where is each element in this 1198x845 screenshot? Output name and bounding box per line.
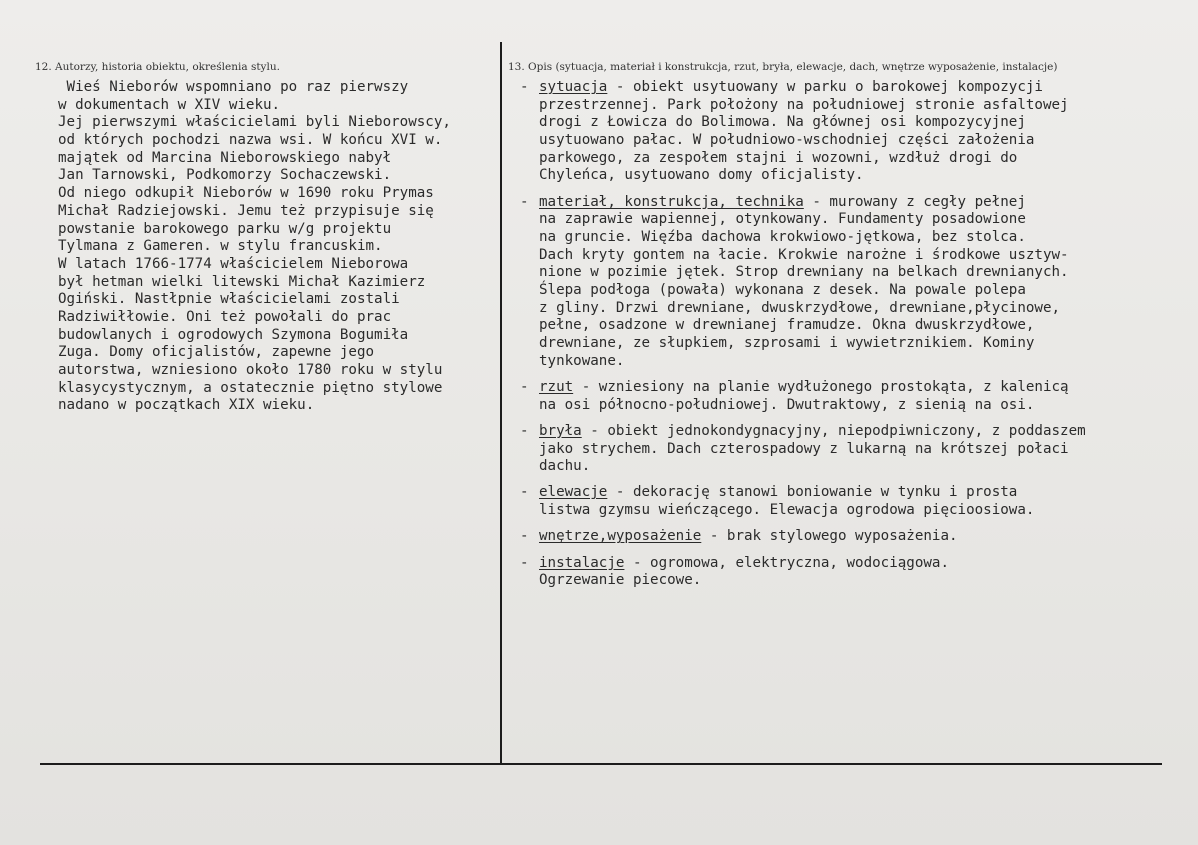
history-line: majątek od Marcina Nieborowskiego nabył (58, 149, 392, 166)
history-line: Od niego odkupił Nieborów w 1690 roku Prymas (58, 185, 434, 202)
item-line: Chyleńca, usytuowano domy oficjalisty. (539, 167, 864, 184)
description-item (520, 379, 1180, 414)
horizontal-divider (40, 763, 1162, 765)
item-term: materiał, konstrukcja, technika (539, 193, 804, 210)
item-line: dachu. (539, 458, 591, 475)
item-first-line (539, 528, 1180, 546)
item-dash: - (520, 554, 529, 571)
description-item (520, 423, 1180, 476)
item-first-line (539, 555, 1180, 573)
history-line: Wieś Nieborów wspomniano po raz pierwszy (58, 79, 409, 95)
item-line: na osi północno-południowej. Dwutraktowy, z sienią na osi. (539, 396, 1035, 413)
item-text: - ogromowa, elektryczna, wodociągowa. (624, 554, 950, 571)
description-item (520, 555, 1180, 590)
item-term: elewacje (539, 484, 608, 501)
item-text: - brak stylowego wyposażenia. (701, 528, 958, 545)
history-line: był hetman wielki litewski Michał Kazimierz (58, 273, 426, 290)
description-list (520, 79, 1180, 598)
item-line: Dach kryty gontem na łacie. Krokwie narożne i środkowe usztyw- (539, 246, 1069, 263)
history-line: Zuga. Domy oficjalistów, zapewne jego (58, 344, 375, 361)
item-line: usytuowano pałac. W południowo-wschodniej części założenia (539, 132, 1035, 149)
item-text: - obiekt jednokondygnacyjny, niepodpiwniczony, z poddaszem (581, 422, 1086, 439)
item-dash: - (520, 528, 529, 545)
item-line: parkowego, za zespołem stajni i wozowni, wzdłuż drogi do (539, 149, 1018, 166)
item-term: bryła (539, 422, 582, 439)
description-item (520, 528, 1180, 546)
history-line: od których pochodzi nazwa wsi. W końcu XVI w. (58, 132, 443, 149)
item-line: Ogrzewanie piecowe. (539, 572, 702, 589)
history-line: powstanie barokowego parku w/g projektu (58, 220, 392, 237)
item-line: Ślepa podłoga (powała) wykonana z desek. Na powale polepa (539, 282, 1026, 299)
history-line: nadano w początkach XIX wieku. (58, 397, 315, 414)
item-term: wnętrze,wyposażenie (539, 528, 702, 545)
section-13-header: 13. Opis (sytuacja, materiał i konstrukcja, rzut, bryła, elewacje, dach, wnętrze wyposażenie, instalacje) (508, 61, 1058, 73)
item-first-line (539, 423, 1180, 441)
item-dash: - (520, 484, 529, 501)
item-first-line (539, 379, 1180, 397)
history-line: Tylmana z Gameren. w stylu francuskim. (58, 238, 383, 255)
history-line: Michał Radziejowski. Jemu też przypisuje się (58, 202, 434, 219)
item-text: - dekorację stanowi boniowanie w tynku i prosta (607, 484, 1018, 501)
section-12-header: 12. Autorzy, historia obiektu, określenia stylu. (35, 61, 280, 73)
item-first-line (539, 484, 1180, 502)
item-line: przestrzennej. Park położony na południowej stronie asfaltowej (539, 96, 1069, 113)
history-line: autorstwa, wzniesiono około 1780 roku w stylu (58, 362, 443, 378)
item-dash: - (520, 379, 529, 395)
description-item (520, 194, 1180, 371)
item-line: tynkowane. (539, 352, 625, 369)
description-item (520, 79, 1180, 185)
item-line: na zaprawie wapiennej, otynkowany. Fundamenty posadowione (539, 211, 1026, 228)
item-text: - wzniesiony na planie wydłużonego prostokąta, z kalenicą (573, 379, 1069, 395)
item-term: sytuacja (539, 79, 608, 95)
history-line: Ogiński. Nastłpnie właścicielami zostali (58, 291, 400, 308)
item-line: jako strychem. Dach czterospadowy z lukarną na krótszej połaci (539, 440, 1069, 457)
description-item (520, 484, 1180, 519)
history-text (58, 79, 538, 415)
item-first-line (539, 79, 1180, 97)
item-text: - murowany z cegły pełnej (803, 193, 1026, 210)
item-text: - obiekt usytuowany w parku o barokowej kompozycji (607, 79, 1043, 95)
history-line: Radziwiłłowie. Oni też powołali do prac (58, 308, 392, 325)
history-line: Jej pierwszymi właścicielami byli Nieborowscy, (58, 114, 451, 131)
item-line: nione w pozimie jętek. Strop drewniany na belkach drewnianych. (539, 264, 1069, 281)
history-line: w dokumentach w XIV wieku. (58, 96, 281, 113)
item-line: na gruncie. Więźba dachowa krokwiowo-jętkowa, bez stolca. (539, 229, 1026, 245)
history-line: klasycystycznym, a ostatecznie piętno stylowe (58, 379, 443, 396)
item-dash: - (520, 422, 529, 439)
history-line: W latach 1766-1774 właścicielem Nieborowa (58, 255, 409, 272)
item-line: drewniane, ze słupkiem, szprosami i wywietrznikiem. Kominy (539, 335, 1035, 352)
item-line: listwa gzymsu wieńczącego. Elewacja ogrodowa pięcioosiowa. (539, 502, 1035, 519)
item-line: z gliny. Drzwi drewniane, dwuskrzydłowe, drewniane,płycinowe, (539, 299, 1061, 316)
item-term: rzut (539, 379, 574, 395)
item-dash: - (520, 193, 529, 210)
item-line: drogi z Łowicza do Bolimowa. Na głównej osi kompozycyjnej (539, 114, 1026, 131)
item-first-line (539, 194, 1180, 212)
history-line: Jan Tarnowski, Podkomorzy Sochaczewski. (58, 167, 392, 184)
item-term: instalacje (539, 554, 625, 571)
history-line: budowlanych i ogrodowych Szymona Bogumiła (58, 326, 409, 343)
item-dash: - (520, 79, 529, 95)
item-line: pełne, osadzone w drewnianej framudze. Okna dwuskrzydłowe, (539, 317, 1035, 334)
